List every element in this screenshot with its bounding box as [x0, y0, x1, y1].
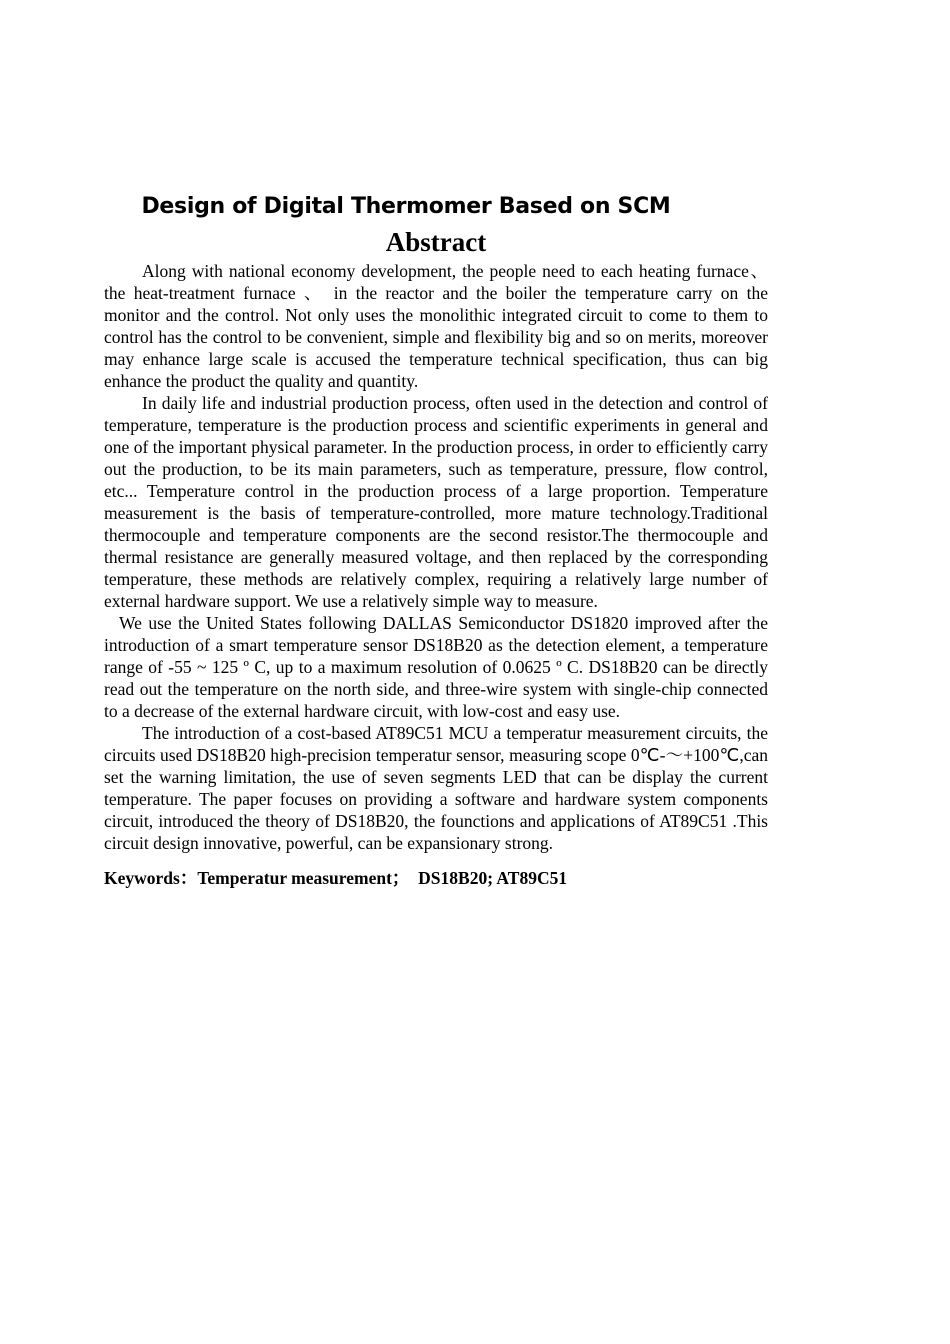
- keywords-line: Keywords：Temperatur measurement； DS18B20; AT89C51: [104, 868, 568, 888]
- document-title: Design of Digital Thermomer Based on SCM: [141, 194, 671, 219]
- abstract-paragraph-1: Along with national economy development, the people need to each heating furnace、 the heat-treatment furnace 、 in the reactor and the boiler the temperature carry on the monitor and the control. Not only uses the monolithic integrated circuit to come to them to control has the control to be convenient, simple and flexibility big and so on merits, moreover may enhance large scale is accused the temperature technical specification, thus can big enhance the product the quality and quantity.: [104, 261, 768, 391]
- abstract-paragraph-3: We use the United States following DALLAS Semiconductor DS1820 improved after the introduction of a smart temperature sensor DS18B20 as the detection element, a temperature range of -55 ~ 125 º C, up to a maximum resolution of 0.0625 º C. DS18B20 can be directly read out the temperature on the north side, and three-wire system with single-chip connected to a decrease of the external hardware circuit, with low-cost and easy use.: [104, 613, 768, 721]
- abstract-heading: Abstract: [385, 227, 487, 257]
- abstract-paragraph-2: In daily life and industrial production process, often used in the detection and control of temperature, temperature is the production process and scientific experiments in general and one of the important physical parameter. In the production process, in order to efficiently carry out the production, to be its main parameters, such as temperature, pressure, flow control, etc... Temperature control in the production process of a large proportion. Temperature measurement is the basis of temperature-controlled, more mature technology.Traditional thermocouple and temperature components are the second resistor.The thermocouple and thermal resistance are generally measured voltage, and then replaced by the corresponding temperature, these methods are relatively complex, requiring a relatively large number of external hardware support. We use a relatively simple way to measure.: [104, 393, 768, 611]
- abstract-paragraph-4: The introduction of a cost-based AT89C51 MCU a temperatur measurement circuits, the circuits used DS18B20 high-precision temperatur sensor, measuring scope 0℃-～+100℃,can set the warning limitation, the use of seven segments LED that can be display the current temperature. The paper focuses on providing a software and hardware system components circuit, introduced the theory of DS18B20, the founctions and applications of AT89C51 .This circuit design innovative, powerful, can be expansionary strong.: [104, 723, 768, 853]
- document-page: [104, 190, 768, 889]
